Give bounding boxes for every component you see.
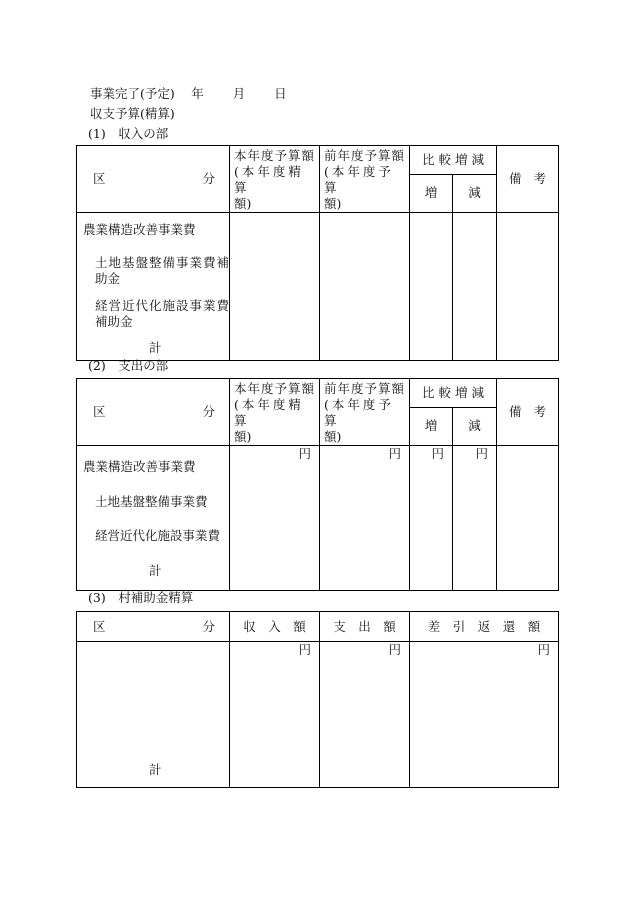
header-decrease: 減 (453, 174, 497, 212)
income-remarks-cell (497, 213, 559, 361)
yen-unit: 円 (431, 446, 444, 461)
yen-unit: 円 (537, 642, 550, 657)
header-prev-year-budget: 前年度予算額 (本年度予算 額) (320, 146, 410, 213)
yen-unit: 円 (475, 446, 489, 461)
item-modernization-subsidy-l1: 経営近代化施設事業費 (95, 298, 231, 313)
section-income-title: (1) 収入の部 (88, 126, 169, 141)
yen-unit: 円 (298, 446, 311, 461)
header-prev-year-budget: 前年度予算額 (本年度予算 額) (320, 379, 410, 446)
income-increase-cell (410, 213, 453, 361)
expense-table (76, 378, 559, 591)
expense-increase-cell (410, 446, 453, 591)
income-prev-year-cell (320, 213, 410, 361)
income-items-cell (77, 213, 230, 361)
income-table (76, 145, 559, 361)
item-structural-improvement: 農業構造改善事業費 (83, 459, 196, 474)
subsidy-return-cell (410, 642, 559, 788)
header-comparison: 比 較 増 減 (410, 146, 497, 175)
section-village-subsidy-title: (3) 村補助金精算 (88, 590, 194, 605)
item-land-infra-subsidy-l2: 助金 (95, 271, 121, 286)
subsidy-items-cell (77, 642, 230, 788)
yen-unit: 円 (388, 446, 401, 461)
expense-decrease-cell (453, 446, 497, 591)
header-decrease: 減 (453, 407, 497, 445)
income-decrease-cell (453, 213, 497, 361)
item-modernization: 経営近代化施設事業費 (95, 528, 221, 543)
header-kubun: 区 分 (77, 146, 230, 213)
yen-unit: 円 (298, 642, 311, 657)
income-this-year-cell (230, 213, 320, 361)
header-remarks: 備 考 (497, 379, 559, 446)
expense-items-cell (77, 446, 230, 591)
header-increase: 増 (410, 407, 453, 445)
expense-this-year-cell (230, 446, 320, 591)
header-comparison: 比 較 増 減 (410, 379, 497, 408)
header-increase: 増 (410, 174, 453, 212)
expense-remarks-cell (497, 446, 559, 591)
subsidy-expense-cell (320, 642, 410, 788)
item-land-infra: 土地基盤整備事業費 (95, 494, 208, 509)
item-land-infra-subsidy-l1: 土地基盤整備事業費補 (95, 255, 231, 270)
section-expense-title: (2) 支出の部 (88, 358, 169, 373)
village-subsidy-table (76, 611, 559, 788)
item-structural-improvement: 農業構造改善事業費 (83, 222, 196, 237)
item-total: 計 (149, 340, 162, 355)
item-total: 計 (149, 563, 162, 578)
header-this-year-budget: 本年度予算額 (本年度精算 額) (230, 146, 320, 213)
item-total: 計 (149, 762, 162, 777)
subsidy-income-cell (230, 642, 320, 788)
header-return-amount: 差 引 返 還 額 (410, 612, 559, 642)
header-income-amount: 収 入 額 (230, 612, 320, 642)
yen-unit: 円 (388, 642, 401, 657)
item-modernization-subsidy-l2: 補助金 (95, 314, 133, 329)
header-this-year-budget: 本年度予算額 (本年度精算 額) (230, 379, 320, 446)
header-kubun: 区 分 (77, 612, 230, 642)
budget-title: 収支予算(精算) (90, 106, 175, 121)
completion-date-line: 事業完了(予定) 年 月 日 (90, 86, 287, 101)
header-kubun: 区 分 (77, 379, 230, 446)
header-expense-amount: 支 出 額 (320, 612, 410, 642)
expense-prev-year-cell (320, 446, 410, 591)
header-remarks: 備 考 (497, 146, 559, 213)
